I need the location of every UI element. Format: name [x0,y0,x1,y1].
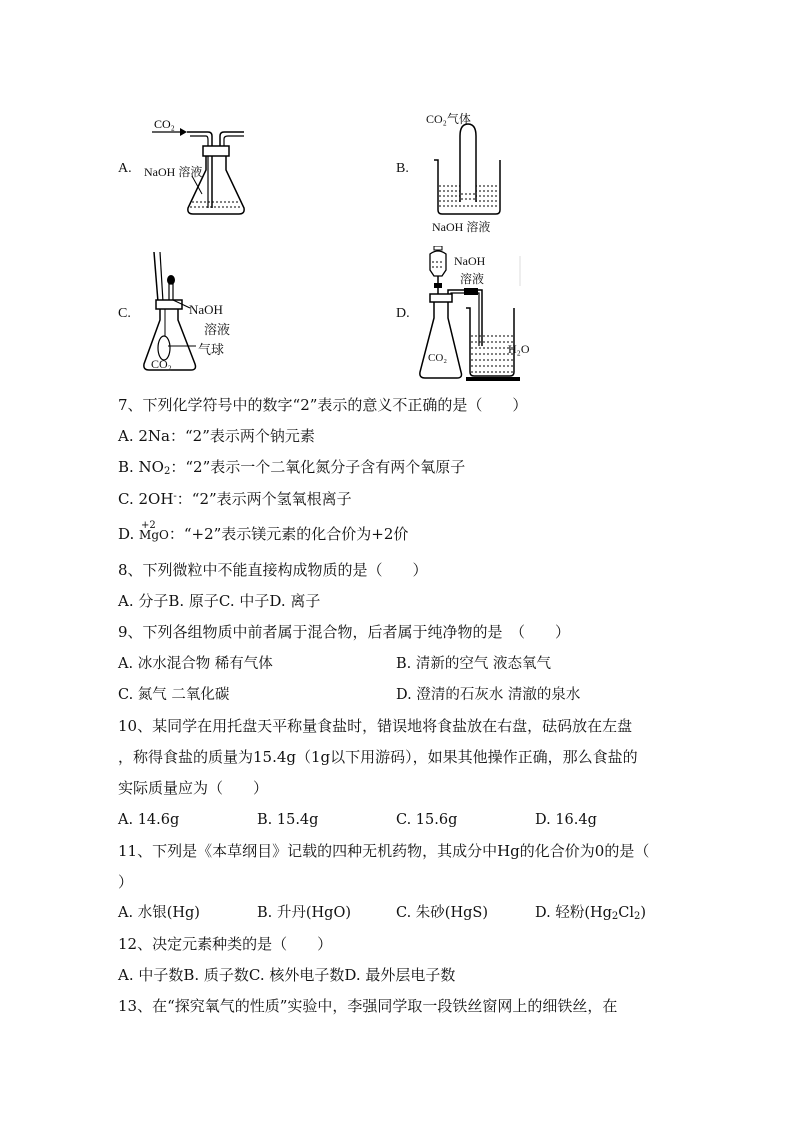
figure-d-solution: 溶液 [460,272,485,286]
q7-stem: 7、下列化学符号中的数字“2”表示的意义不正确的是（ ） [118,396,528,414]
figure-d-water: H₂O [508,342,530,356]
q7-b-sub: 2 [163,466,171,477]
q10-option-b: B. 15.4g [257,812,319,828]
q11-d-sub1: 2 [611,911,619,922]
q7-option-a: A. 2Na：“2”表示两个钠元素 [118,427,315,445]
q11-option-a: A. 水银(Hg) [118,905,200,921]
q7-option-d [118,520,409,544]
figure-b-solution: NaOH 溶液 [432,220,491,234]
q12-options: A. 中子数B. 质子数C. 核外电子数D. 最外层电子数 [118,966,456,984]
q7-d-prefix: D. [118,525,140,543]
figure-c-solution: 溶液 [204,322,231,337]
q7-d-valence: +2 [141,520,156,531]
figure-c-naoh: NaOH [189,302,223,317]
q11-d-prefix: D. 轻粉(Hg [535,905,612,921]
q11-option-c: C. 朱砂(HgS) [396,905,488,921]
q11-option-b: B. 升丹(HgO) [257,905,352,921]
figure-a-solution: NaOH 溶液 [144,165,203,179]
q7-d-rest: ：“+2”表示镁元素的化合价为+2价 [168,525,409,543]
q9-stem: 9、下列各组物质中前者属于混合物，后者属于纯净物的是 （ ） [118,623,571,641]
figure-c-balloon: 气球 [198,342,225,357]
figure-d-letter: D. [396,306,410,321]
q11-d-end: ) [640,905,647,921]
q12-stem: 12、决定元素种类的是（ ） [118,935,333,953]
q10-option-d: D. 16.4g [535,812,597,828]
q7-b-rest: ：“2”表示一个二氧化氮分子含有两个氧原子 [170,458,466,476]
figure-b-gas: CO₂气体 [426,112,471,126]
q7-c-prefix: C. 2OH [118,490,174,508]
q7-option-c [118,487,352,509]
q8-options: A. 分子B. 原子C. 中子D. 离子 [118,592,321,610]
q10-option-c: C. 15.6g [396,812,458,828]
figure-d-drawing [416,246,556,386]
q7-d-formula: MgO [139,528,169,542]
q11-d-mid: Cl [618,905,635,921]
q10-line3: 实际质量应为（ ） [118,779,269,797]
q11-line2: ） [118,873,134,891]
q10-option-a: A. 14.6g [118,812,180,828]
q11-d-sub2: 2 [634,911,641,922]
q11-option-d [535,903,646,927]
q10-line1: 10、某同学在用托盘天平称量食盐时，错误地将食盐放在右盘，砝码放在左盘 [118,717,633,735]
figure-a-letter: A. [118,161,132,176]
q9-option-a: A. 冰水混合物 稀有气体 [118,656,273,672]
q7-b-prefix: B. NO [118,458,164,476]
figure-a-gas: CO₂ [154,117,175,131]
q7-c-rest: ：“2”表示两个氢氧根离子 [176,490,352,508]
q9-option-c: C. 氮气 二氧化碳 [118,687,230,703]
q7-c-sup: - [173,491,177,502]
q11-line1: 11、下列是《本草纲目》记载的四种无机药物，其成分中Hg的化合价为0的是（ [118,842,650,860]
q7-option-b [118,457,465,482]
q10-line2: ，称得食盐的质量为15.4g（1g以下用游码），如果其他操作正确，那么食盐的 [118,748,638,766]
figure-b-letter: B. [396,161,409,176]
figure-c-letter: C. [118,306,131,321]
figure-d-gas: CO₂ [428,352,448,364]
figure-c-gas: CO₂ [151,357,172,371]
q13-line1: 13、在“探究氧气的性质”实验中，李强同学取一段铁丝窗网上的细铁丝，在 [118,997,618,1015]
figure-d-naoh: NaOH [454,254,486,268]
q8-stem: 8、下列微粒中不能直接构成物质的是（ ） [118,561,428,579]
q9-option-d: D. 澄清的石灰水 清澈的泉水 [396,687,581,703]
q9-option-b: B. 清新的空气 液态氧气 [396,656,551,672]
